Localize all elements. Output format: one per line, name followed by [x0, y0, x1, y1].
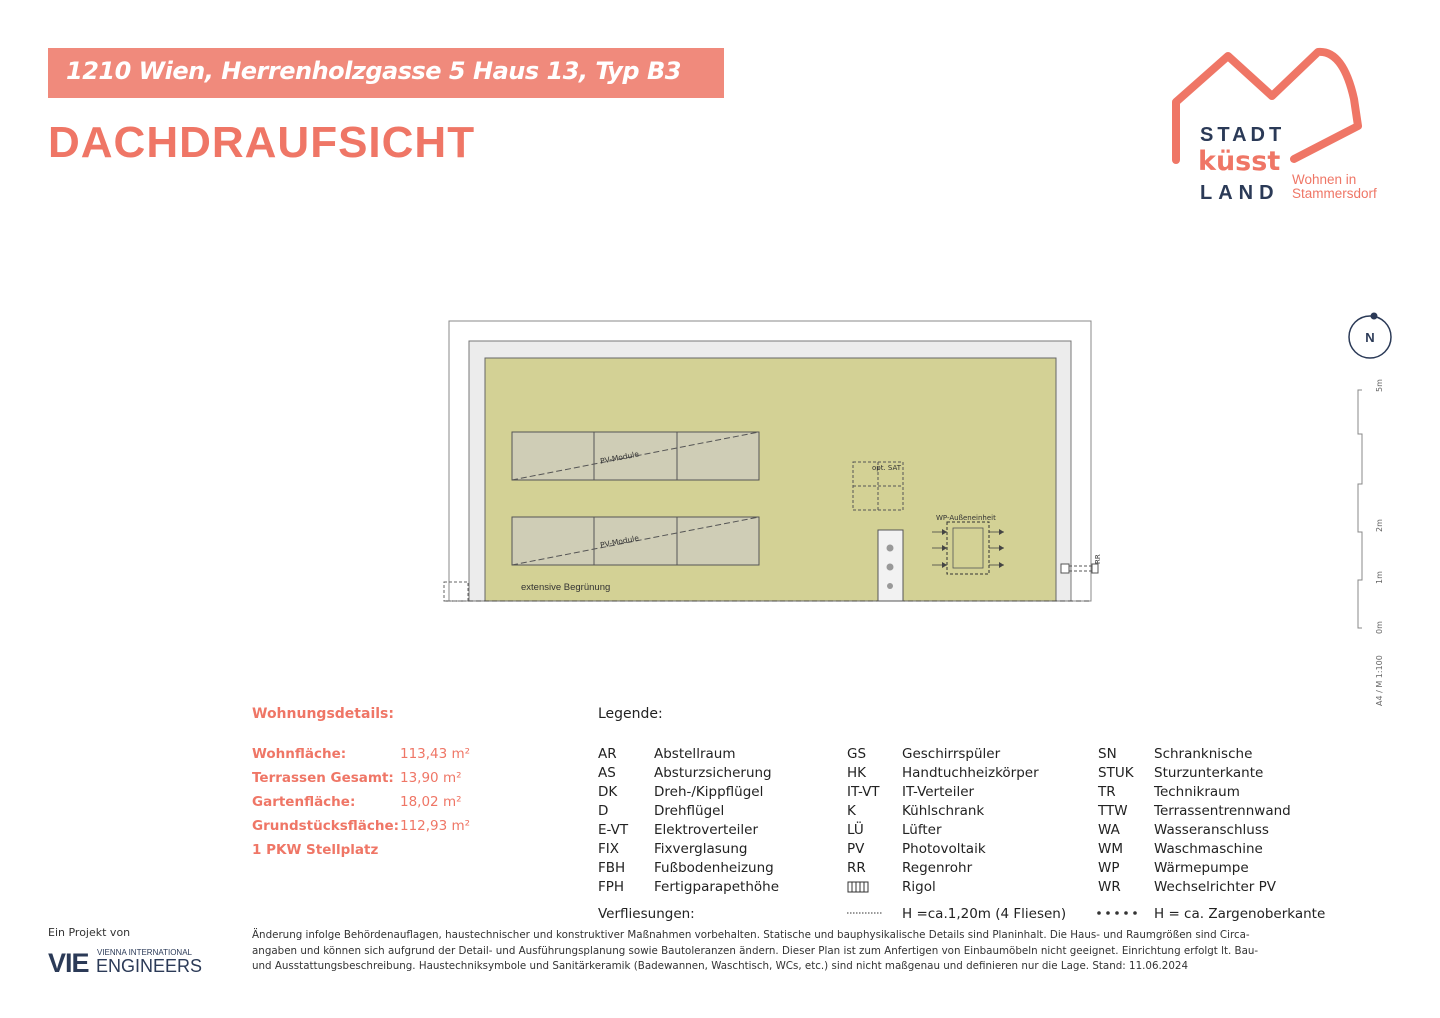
legend-abbr: WP	[1098, 860, 1120, 876]
legend-desc: Wasseranschluss	[1154, 822, 1269, 838]
legend-desc: Photovoltaik	[902, 841, 986, 857]
detail-label: Terrassen Gesamt:	[252, 770, 394, 786]
north-compass-icon	[1346, 312, 1396, 362]
green-roof-label: extensive Begrünung	[521, 582, 611, 593]
legend-abbr: HK	[847, 765, 867, 781]
legend-abbr: E-VT	[598, 822, 629, 838]
address-line: 1210 Wien, Herrenholzgasse 5 Haus 13, Typ B3	[66, 57, 681, 85]
legend-abbr: FPH	[598, 879, 625, 895]
scale-tick-5m: 5m	[1375, 379, 1384, 392]
scale-tick-0m: 0m	[1375, 621, 1384, 634]
legend-abbr: WM	[1098, 841, 1123, 857]
legend-desc: Sturzunterkante	[1154, 765, 1264, 781]
legend-desc: Geschirrspüler	[902, 746, 1001, 762]
legend-desc: Absturzsicherung	[654, 765, 772, 781]
pv-module-array-1	[512, 432, 759, 480]
legend-abbr: RR	[847, 860, 866, 876]
detail-label: Grundstücksfläche:	[252, 818, 400, 834]
pv-module-array-2	[512, 517, 759, 565]
scale-tick-2m: 2m	[1375, 519, 1384, 532]
legend-desc: Fertigparapethöhe	[654, 879, 780, 895]
legend-desc: IT-Verteiler	[902, 784, 975, 800]
plan-title: DACHDRAUFSICHT	[48, 118, 476, 167]
scale-format-note: A4 / M 1:100	[1375, 655, 1384, 706]
pv-label-1: PV-Module	[599, 449, 640, 466]
north-label: N	[1365, 330, 1375, 345]
vie-small-text: VIENNA INTERNATIONAL	[97, 948, 192, 957]
sat-label: opt. SAT	[872, 464, 902, 472]
detail-label: Gartenfläche:	[252, 794, 356, 810]
detail-value: 112,93 m²	[400, 818, 471, 834]
vie-engineers-text: ENGINEERS	[96, 956, 203, 976]
tile-line-bullets-icon	[1096, 909, 1138, 917]
roof-plan	[440, 318, 1108, 608]
detail-value: 113,43 m²	[400, 746, 471, 762]
wp-label: WP-Außeneinheit	[936, 514, 996, 522]
rr-label: RR	[1094, 554, 1102, 564]
address-banner	[48, 48, 724, 98]
tiles-label: Verfliesungen:	[598, 906, 695, 922]
detail-label: Wohnfläche:	[252, 746, 347, 762]
legend-desc: Dreh-/Kippflügel	[654, 784, 764, 800]
legend-desc: Elektroverteiler	[654, 822, 759, 838]
legend-desc: Abstellraum	[654, 746, 736, 762]
details-heading: Wohnungsdetails:	[252, 706, 394, 722]
scale-tick-1m: 1m	[1375, 571, 1384, 584]
legend-abbr: SN	[1098, 746, 1117, 762]
disclaimer-line: angaben und können sich aufgrund der Detail- und Ausführungsplanung sowie Bautoleranzen ändern. Dieser Plan ist zum Anfertigen von Einbaumöbeln nicht geeignet. Einrichtung erfolgt lt. Bau-	[252, 944, 1259, 957]
disclaimer-line: und Ausstattungsbeschreibung. Haustechniksymbole und Sanitärkeramik (Badewannen, Waschtisch, WCs, etc.) sind nicht maßgenau und definieren nur die Lage. Stand: 11.06.2024	[252, 960, 1188, 972]
rigol-icon	[847, 881, 869, 893]
vie-wordmark: VIE	[48, 948, 89, 976]
roof-hatch	[878, 530, 903, 601]
logo-tagline-1: Wohnen in	[1292, 172, 1357, 187]
legend-desc: Wechselrichter PV	[1154, 879, 1277, 895]
legend-abbr: GS	[847, 746, 867, 762]
legend-abbr: FBH	[598, 860, 626, 876]
legend-abbr: D	[598, 803, 609, 819]
legend-abbr: DK	[598, 784, 618, 800]
legend-desc: Fußbodenheizung	[654, 860, 774, 876]
legend-desc: Wärmepumpe	[1154, 860, 1249, 876]
legend-desc: Handtuchheizkörper	[902, 765, 1039, 781]
legend-desc: Schranknische	[1154, 746, 1253, 762]
legend-abbr: WR	[1098, 879, 1121, 895]
logo-stadt: STADT	[1200, 124, 1286, 146]
disclaimer-line: Änderung infolge Behördenauflagen, haustechnischer und konstruktiver Maßnahmen vorbehalten. Statische und bauphysikalische Details sind Planinhalt. Die Haus- und Raumgrößen sind Circa-	[252, 929, 1250, 941]
legend-abbr: AR	[598, 746, 617, 762]
legend-heading: Legende:	[598, 706, 663, 722]
legend-desc: Rigol	[902, 879, 936, 895]
legend-desc: Fixverglasung	[654, 841, 748, 857]
legend-abbr: IT-VT	[847, 784, 880, 800]
scale-bar	[1350, 372, 1390, 712]
vie-engineers-logo	[48, 946, 208, 976]
disclaimer	[252, 928, 1322, 975]
detail-value: 18,02 m²	[400, 794, 462, 810]
detail-value: 13,90 m²	[400, 770, 462, 786]
stadt-kuesst-land-logo	[1168, 44, 1408, 214]
legend-desc: Drehflügel	[654, 803, 725, 819]
legend-abbr: TTW	[1098, 803, 1128, 819]
legend-abbr: PV	[847, 841, 865, 857]
legend-abbr: AS	[598, 765, 616, 781]
legend-abbr: WA	[1098, 822, 1120, 838]
legend-desc: Kühlschrank	[902, 803, 985, 819]
legend-abbr: K	[847, 803, 856, 819]
legend-desc: Terrassentrennwand	[1154, 803, 1291, 819]
legend-desc: Waschmaschine	[1154, 841, 1263, 857]
legend-abbr: TR	[1098, 784, 1116, 800]
parking-info: 1 PKW Stellplatz	[252, 842, 379, 858]
tiles-option-2: H = ca. Zargenoberkante	[1154, 906, 1326, 922]
legend-abbr: LÜ	[847, 822, 864, 838]
tiles-option-1: H =ca.1,20m (4 Fliesen)	[902, 906, 1067, 922]
logo-land: LAND	[1200, 182, 1280, 204]
logo-tagline-2: Stammersdorf	[1292, 186, 1377, 201]
logo-kuesst: küsst	[1198, 146, 1281, 177]
tile-line-dotted-icon	[847, 910, 885, 916]
legend-desc: Regenrohr	[902, 860, 973, 876]
legend-abbr: FIX	[598, 841, 619, 857]
pv-label-2: PV-Module	[599, 533, 640, 550]
project-by-label: Ein Projekt von	[48, 926, 131, 939]
legend-desc: Technikraum	[1154, 784, 1240, 800]
legend-desc: Lüfter	[902, 822, 942, 838]
legend-abbr: STUK	[1098, 765, 1134, 781]
